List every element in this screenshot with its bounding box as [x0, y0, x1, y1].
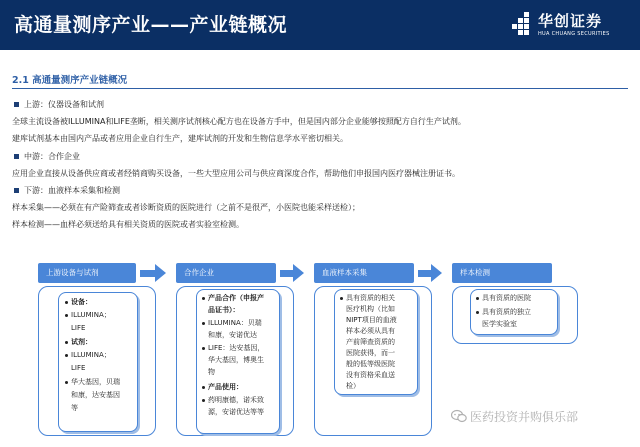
list-item: 产品合作（申报产 — [202, 293, 264, 304]
list-item: 具有资质的医院 — [476, 293, 531, 304]
square-bullet-icon — [14, 102, 19, 107]
list-item: 具有资质的相关 — [340, 293, 395, 304]
bullet-dot-icon — [65, 314, 68, 317]
list-item: 样本必须从具有 — [346, 327, 395, 335]
bullet-downstream — [12, 185, 120, 196]
list-item: 和康，安诺优达 — [208, 331, 257, 339]
bullet-dot-icon — [65, 341, 68, 344]
list-item: 医疗机构（比如 — [346, 305, 395, 313]
stage-header-upstream: 上游设备与试剂 — [38, 263, 136, 283]
list-item: 和康，达安基因 — [71, 391, 120, 399]
bullet-dot-icon — [340, 297, 343, 300]
bullet-upstream — [12, 99, 104, 110]
header-bar — [0, 0, 640, 50]
paragraph-line: 建库试剂基本由国内产品或者应用企业自行生产，建库试剂的开发和生物信息学水平密切相关。 — [12, 134, 348, 143]
list-item: 药明康德，诺禾致 — [202, 395, 264, 406]
list-item: 品证书）： — [208, 306, 240, 314]
flow-arrow-icon — [155, 264, 166, 282]
bullet-dot-icon — [65, 381, 68, 384]
list-item: ILLUMINA：贝瑞 — [202, 318, 262, 329]
bullet-midstream — [12, 151, 80, 162]
list-item: 华大基因，贝瑞 — [65, 377, 120, 388]
stage-card-upstream — [58, 292, 138, 432]
list-item: ILLUMINA； — [65, 350, 111, 361]
bullet-dot-icon — [202, 399, 205, 402]
logo-text-cn: 华创证券 — [538, 12, 603, 30]
list-item: 华大基因，博奥生 — [208, 356, 264, 364]
section-divider — [12, 88, 628, 89]
list-item: 般的低等级医院 — [346, 360, 395, 368]
bullet-dot-icon — [202, 347, 205, 350]
list-item: 设备： — [65, 297, 92, 308]
list-item: 试剂： — [65, 337, 92, 348]
stage-card-midstream — [196, 289, 280, 434]
square-bullet-icon — [14, 154, 19, 159]
list-item: 医学实验室 — [482, 320, 517, 328]
bullet-dot-icon — [202, 386, 205, 389]
paragraph-line: 应用企业直接从设备供应商或者经销商购买设备，一些大型应用公司与供应商深度合作，帮助他们申报国内医疗器械注册证书。 — [12, 169, 460, 178]
list-item: 具有资质的独立 — [476, 307, 531, 318]
logo-text-en: HUA CHUANG SECURITIES — [538, 31, 610, 37]
wechat-icon — [451, 409, 467, 423]
bullet-text: 上游：仪器设备和试剂 — [24, 100, 104, 109]
logo-mark-icon — [512, 12, 534, 38]
list-item: 等 — [71, 404, 78, 412]
bullet-dot-icon — [202, 322, 205, 325]
list-item: NIPT项目的血液 — [346, 316, 397, 324]
stage-card-testing — [470, 289, 558, 335]
list-item: 产前筛查资质的 — [346, 338, 395, 346]
section-title: 2.1 高通量测序产业链概况 — [12, 75, 128, 86]
list-item: 医院获得，而一 — [346, 349, 395, 357]
list-item: 产品使用： — [202, 382, 243, 393]
bullet-text: 下游：血液样本采集和检测 — [24, 186, 120, 195]
stage-header-testing: 样本检测 — [452, 263, 552, 283]
paragraph-line: 样本采集——必须在有产险筛查或者诊断资质的医院进行（之前不是很严，小医院也能采样送检）； — [12, 203, 360, 212]
flow-arrow-shaft — [140, 270, 156, 277]
bullet-dot-icon — [202, 297, 205, 300]
bullet-dot-icon — [65, 354, 68, 357]
list-item: 检） — [346, 382, 360, 390]
bullet-dot-icon — [65, 301, 68, 304]
flow-arrow-icon — [431, 264, 442, 282]
flow-arrow-shaft — [280, 270, 294, 277]
list-item: 物 — [208, 368, 215, 376]
list-item: ILLUMINA； — [65, 310, 111, 321]
stage-header-midstream: 合作企业 — [176, 263, 276, 283]
list-item: LIFE — [71, 364, 86, 372]
bullet-text: 中游：合作企业 — [24, 152, 80, 161]
stage-card-sampling — [334, 289, 418, 395]
flow-arrow-shaft — [418, 270, 432, 277]
flow-arrow-icon — [293, 264, 304, 282]
paragraph-line: 样本检测——血样必须送给具有相关资质的医院或者实验室检测。 — [12, 220, 244, 229]
stage-header-sampling: 血液样本采集 — [314, 263, 414, 283]
list-item: 没有资格采血送 — [346, 371, 395, 379]
page-title: 高通量测序产业——产业链概况 — [14, 14, 288, 36]
list-item: 源，安诺优达等等 — [208, 408, 264, 416]
company-logo — [512, 9, 632, 43]
list-item: LIFE：达安基因， — [202, 343, 264, 354]
bullet-dot-icon — [476, 297, 479, 300]
paragraph-line: 全球主流设备被ILLUMINA和LIFE垄断，相关测序试剂核心配方也在设备方手中，但是国内部分企业能够按照配方自行生产试剂。 — [12, 117, 466, 126]
watermark-text: 医药投资并购俱乐部 — [470, 410, 579, 424]
square-bullet-icon — [14, 188, 19, 193]
list-item: LIFE — [71, 324, 86, 332]
bullet-dot-icon — [476, 311, 479, 314]
